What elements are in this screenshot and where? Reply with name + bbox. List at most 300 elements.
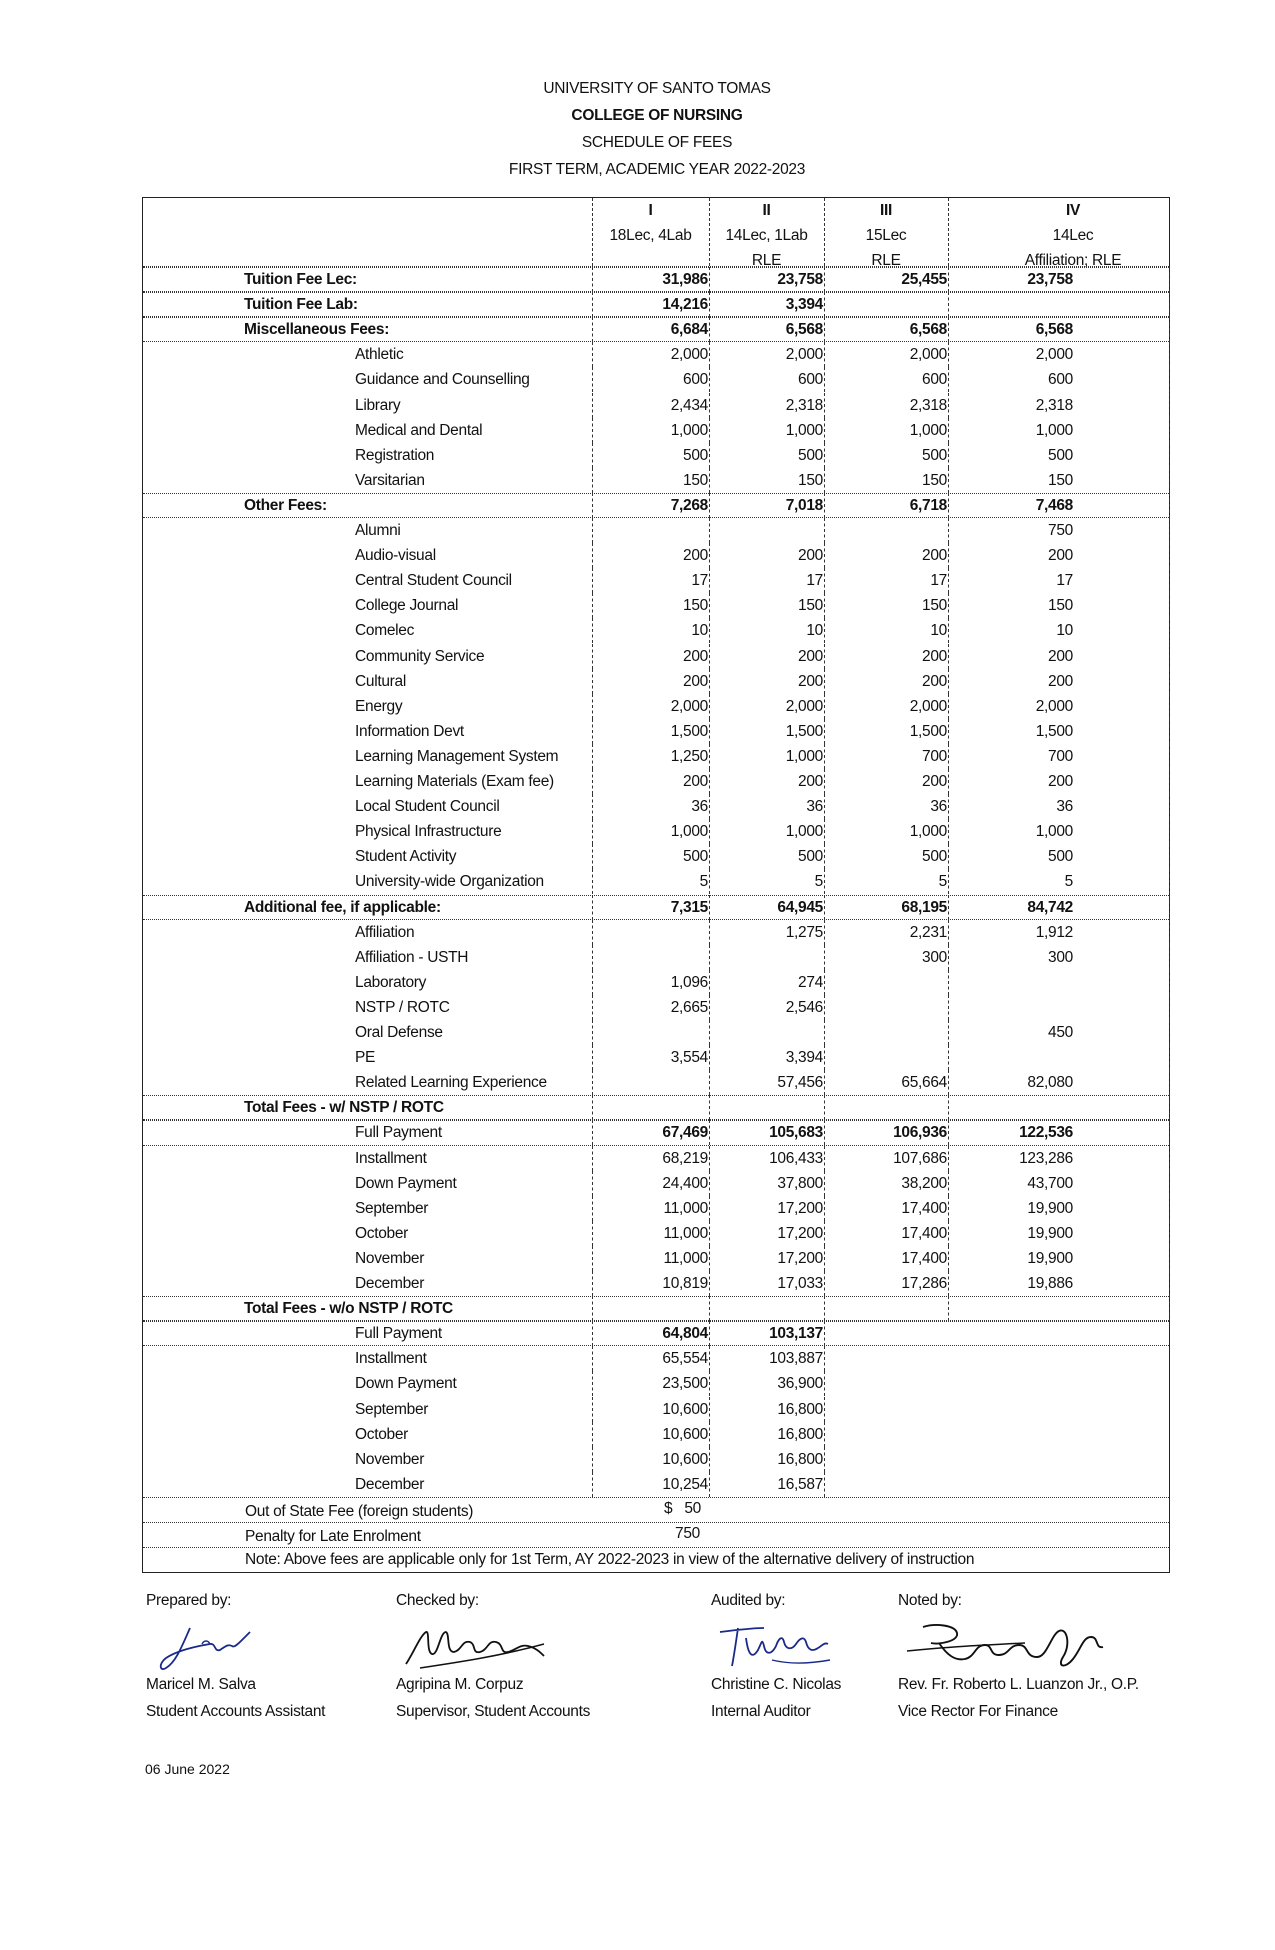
- cell-divider: [824, 995, 825, 1020]
- cell-divider: [824, 869, 825, 894]
- cell-divider: [709, 644, 710, 669]
- value-cell: 2,000: [909, 697, 947, 715]
- value-cell: 37,800: [777, 1174, 823, 1192]
- value-cell: 2,000: [670, 697, 708, 715]
- cell-divider: [824, 568, 825, 593]
- table-row: [143, 493, 1169, 518]
- value-cell: 11,000: [663, 1249, 708, 1267]
- table-row: [143, 593, 1169, 618]
- row-label: September: [355, 1400, 429, 1418]
- cell-divider: [592, 1120, 593, 1145]
- cell-divider: [1169, 618, 1170, 643]
- cell-divider: [948, 393, 949, 418]
- value-cell: 17: [930, 572, 947, 590]
- value-cell: 2,665: [670, 998, 708, 1016]
- cell-divider: [948, 593, 949, 618]
- value-cell: 17,400: [901, 1249, 947, 1267]
- table-row: [143, 342, 1169, 367]
- cell-divider: [948, 794, 949, 819]
- table-row: [143, 719, 1169, 744]
- value-cell: 17,200: [777, 1224, 823, 1242]
- cell-divider: [824, 1221, 825, 1246]
- cell-divider: [824, 1120, 825, 1145]
- value-cell: 200: [798, 773, 823, 790]
- value-cell: 67,469: [662, 1124, 708, 1142]
- cell-divider: [709, 593, 710, 618]
- value-cell: 5: [938, 873, 947, 891]
- section-label: Additional fee, if applicable:: [244, 898, 441, 916]
- signature-salva-icon: [158, 1622, 254, 1674]
- cell-divider: [948, 618, 949, 643]
- cell-divider: [592, 1246, 593, 1271]
- value-cell: 200: [683, 672, 708, 690]
- value-cell: 7,468: [1035, 496, 1073, 514]
- cell-divider: [592, 644, 593, 669]
- cell-divider: [592, 1196, 593, 1221]
- table-row: [143, 518, 1169, 543]
- cell-divider: [948, 518, 949, 543]
- value-cell: 23,758: [1027, 271, 1073, 288]
- value-cell: 2,000: [785, 346, 823, 364]
- value-cell: 24,400: [662, 1174, 708, 1192]
- cell-divider: [592, 769, 593, 794]
- value-cell: 200: [1048, 647, 1073, 665]
- table-row: [143, 1146, 1169, 1171]
- value-cell: 10: [806, 622, 823, 640]
- cell-divider: [824, 794, 825, 819]
- value-cell: 11,000: [663, 1224, 708, 1242]
- table-row: [143, 393, 1169, 418]
- value-cell: 31,986: [662, 271, 708, 288]
- value-cell: 200: [683, 547, 708, 565]
- university-name: UNIVERSITY OF SANTO TOMAS: [543, 80, 771, 97]
- college-name: COLLEGE OF NURSING: [571, 107, 743, 124]
- cell-divider: [592, 970, 593, 995]
- table-row: [143, 920, 1169, 945]
- table-row: [143, 970, 1169, 995]
- value-cell: 16,800: [777, 1450, 823, 1468]
- value-cell: 19,900: [1027, 1224, 1073, 1242]
- value-cell: 500: [1048, 848, 1073, 866]
- value-cell: 2,000: [670, 346, 708, 364]
- checked-by-title: Supervisor, Student Accounts: [396, 1703, 591, 1720]
- value-cell: 2,318: [909, 396, 947, 414]
- section-label: Tuition Fee Lec:: [244, 271, 357, 288]
- cell-divider: [592, 1321, 593, 1346]
- cell-divider: [709, 744, 710, 769]
- col-header-note: RLE: [871, 252, 901, 269]
- row-label: Local Student Council: [355, 798, 500, 816]
- document-date: 06 June 2022: [145, 1761, 230, 1777]
- cell-divider: [824, 468, 825, 493]
- value-cell: 150: [798, 471, 823, 489]
- row-label: Learning Materials (Exam fee): [355, 773, 554, 790]
- value-cell: 43,700: [1027, 1174, 1073, 1192]
- cell-divider: [709, 1020, 710, 1045]
- cell-divider: [592, 493, 593, 518]
- cell-divider: [948, 267, 949, 292]
- noted-by-name: Rev. Fr. Roberto L. Luanzon Jr., O.P.: [898, 1676, 1139, 1693]
- cell-divider: [709, 1321, 710, 1346]
- cell-divider: [948, 920, 949, 945]
- cell-divider: [948, 769, 949, 794]
- table-row: [143, 1120, 1169, 1145]
- cell-divider: [1169, 945, 1170, 970]
- cell-divider: [592, 1296, 593, 1321]
- cell-divider: [948, 418, 949, 443]
- cell-divider: [592, 995, 593, 1020]
- value-cell: 200: [798, 647, 823, 665]
- row-label: Information Devt: [355, 722, 464, 740]
- cell-divider: [592, 669, 593, 694]
- cell-divider: [592, 1447, 593, 1472]
- cell-divider: [824, 1472, 825, 1497]
- table-row: [143, 1045, 1169, 1070]
- value-cell: 19,900: [1027, 1199, 1073, 1217]
- value-cell: 150: [683, 597, 708, 615]
- cell-divider: [592, 1146, 593, 1171]
- cell-divider: [709, 518, 710, 543]
- col-header-units: 15Lec: [865, 227, 907, 244]
- cell-divider: [948, 744, 949, 769]
- value-cell: 150: [922, 471, 947, 489]
- cell-divider: [824, 1397, 825, 1422]
- cell-divider: [709, 694, 710, 719]
- cell-divider: [824, 443, 825, 468]
- table-row: [143, 1371, 1169, 1396]
- row-label: Registration: [355, 446, 435, 464]
- value-cell: 10,600: [662, 1400, 708, 1418]
- table-row: [143, 694, 1169, 719]
- row-label: Audio-visual: [355, 547, 436, 565]
- value-cell: 600: [922, 371, 947, 389]
- value-cell: 10,819: [662, 1275, 708, 1292]
- value-cell: 2,000: [1035, 346, 1073, 364]
- row-divider: [143, 1321, 1169, 1322]
- value-cell: 23,500: [662, 1375, 708, 1393]
- cell-divider: [948, 1146, 949, 1171]
- value-cell: 700: [922, 747, 947, 765]
- value-cell: 1,000: [785, 823, 823, 841]
- cell-divider: [1169, 1246, 1170, 1271]
- cell-divider: [948, 644, 949, 669]
- table-row: [143, 794, 1169, 819]
- row-label: Comelec: [355, 622, 415, 640]
- cell-divider: [948, 895, 949, 920]
- value-cell: 17,286: [901, 1275, 947, 1292]
- cell-divider: [824, 1095, 825, 1120]
- cell-divider: [709, 945, 710, 970]
- cell-divider: [1169, 869, 1170, 894]
- value-cell: 5: [699, 873, 708, 891]
- cell-divider: [824, 669, 825, 694]
- cell-divider: [709, 669, 710, 694]
- cell-divider: [948, 719, 949, 744]
- value-cell: 2,231: [909, 923, 947, 941]
- table-row: [143, 1422, 1169, 1447]
- col-header-note: Affiliation; RLE: [1024, 252, 1122, 269]
- prepared-by-name: Maricel M. Salva: [146, 1676, 256, 1693]
- row-label: Student Activity: [355, 848, 457, 866]
- cell-divider: [592, 342, 593, 367]
- cell-divider: [824, 970, 825, 995]
- cell-divider: [948, 970, 949, 995]
- cell-divider: [824, 618, 825, 643]
- cell-divider: [824, 1296, 825, 1321]
- cell-divider: [1169, 844, 1170, 869]
- table-row: [143, 543, 1169, 568]
- value-cell: 500: [683, 446, 708, 464]
- cell-divider: [948, 669, 949, 694]
- table-row: [143, 443, 1169, 468]
- value-cell: 17: [806, 572, 823, 590]
- cell-divider: [1169, 794, 1170, 819]
- cell-divider: [824, 945, 825, 970]
- cell-divider: [709, 568, 710, 593]
- col-header-note: RLE: [751, 252, 782, 269]
- prepared-by-title: Student Accounts Assistant: [146, 1703, 326, 1720]
- cell-divider: [824, 644, 825, 669]
- value-cell: 2,000: [785, 697, 823, 715]
- value-cell: 200: [922, 672, 947, 690]
- cell-divider: [709, 1472, 710, 1497]
- row-label: September: [355, 1199, 429, 1217]
- cell-divider: [824, 493, 825, 518]
- cell-divider: [1169, 1070, 1170, 1095]
- audited-by-name: Christine C. Nicolas: [711, 1676, 842, 1693]
- value-cell: 17,033: [777, 1275, 823, 1292]
- value-cell: 68,195: [901, 898, 947, 916]
- row-label: November: [355, 1450, 425, 1468]
- value-cell: 38,200: [901, 1174, 947, 1192]
- value-cell: 65,664: [901, 1074, 947, 1092]
- table-row: [143, 769, 1169, 794]
- value-cell: 150: [683, 471, 708, 489]
- row-label: Community Service: [355, 647, 485, 665]
- row-label: Cultural: [355, 672, 407, 690]
- value-cell: 5: [1064, 873, 1073, 891]
- value-cell: 3,394: [785, 1049, 823, 1067]
- column-divider: [592, 198, 593, 266]
- cell-divider: [1169, 267, 1170, 292]
- value-cell: 200: [1048, 773, 1073, 790]
- cell-divider: [1169, 292, 1170, 317]
- cell-divider: [948, 317, 949, 342]
- cell-divider: [709, 819, 710, 844]
- table-row: [143, 292, 1169, 317]
- row-label: Laboratory: [355, 973, 427, 991]
- cell-divider: [592, 393, 593, 418]
- value-cell: 200: [798, 672, 823, 690]
- cell-divider: [824, 267, 825, 292]
- value-cell: 10: [691, 622, 708, 640]
- cell-divider: [948, 367, 949, 392]
- cell-divider: [709, 1146, 710, 1171]
- row-label: Installment: [355, 1149, 427, 1167]
- cell-divider: [824, 694, 825, 719]
- table-row: [143, 744, 1169, 769]
- value-cell: 1,500: [909, 722, 947, 740]
- value-cell: 2,000: [1035, 697, 1073, 715]
- cell-divider: [592, 468, 593, 493]
- cell-divider: [948, 1020, 949, 1045]
- cell-divider: [592, 869, 593, 894]
- signature-luanzon-icon: [905, 1615, 1115, 1675]
- signature-nicolas-icon: [712, 1620, 832, 1678]
- cell-divider: [592, 543, 593, 568]
- value-cell: 25,455: [901, 271, 947, 288]
- cell-divider: [1169, 593, 1170, 618]
- cell-divider: [1169, 1020, 1170, 1045]
- cell-divider: [709, 719, 710, 744]
- cell-divider: [1169, 518, 1170, 543]
- value-cell: 16,800: [777, 1400, 823, 1418]
- term-title: FIRST TERM, ACADEMIC YEAR 2022-2023: [508, 161, 806, 178]
- cell-divider: [709, 895, 710, 920]
- cell-divider: [824, 1045, 825, 1070]
- col-header-year: IV: [1065, 202, 1081, 219]
- cell-divider: [1169, 644, 1170, 669]
- value-cell: 68,219: [662, 1149, 708, 1167]
- cell-divider: [709, 1271, 710, 1296]
- cell-divider: [709, 1070, 710, 1095]
- cell-divider: [948, 1070, 949, 1095]
- value-cell: 150: [798, 597, 823, 615]
- col-header-year: I: [648, 202, 653, 219]
- cell-divider: [709, 995, 710, 1020]
- cell-divider: [824, 1196, 825, 1221]
- cell-divider: [824, 593, 825, 618]
- value-cell: 200: [922, 547, 947, 565]
- cell-divider: [948, 1196, 949, 1221]
- row-label: Library: [355, 396, 401, 414]
- footer-divider: [143, 1547, 1169, 1548]
- fee-schedule-table: [142, 197, 1170, 1573]
- value-cell: 105,683: [769, 1124, 823, 1142]
- cell-divider: [1169, 1221, 1170, 1246]
- value-cell: 82,080: [1027, 1074, 1073, 1092]
- cell-divider: [709, 443, 710, 468]
- row-label: October: [355, 1224, 409, 1242]
- cell-divider: [1169, 1120, 1170, 1145]
- row-label: Central Student Council: [355, 572, 512, 590]
- footer-divider: [143, 1497, 1169, 1498]
- cell-divider: [709, 1196, 710, 1221]
- footer-out-of-state-label: Out of State Fee (foreign students): [245, 1503, 474, 1520]
- cell-divider: [592, 945, 593, 970]
- value-cell: 16,800: [777, 1425, 823, 1443]
- value-cell: 17,200: [777, 1199, 823, 1217]
- cell-divider: [824, 895, 825, 920]
- value-cell: 17: [1056, 572, 1073, 590]
- cell-divider: [709, 844, 710, 869]
- footer-note: Note: Above fees are applicable only for 1st Term, AY 2022-2023 in view of the alternative delivery of instruction: [245, 1551, 975, 1568]
- cell-divider: [824, 518, 825, 543]
- section-label: Other Fees:: [244, 496, 327, 514]
- cell-divider: [1169, 920, 1170, 945]
- value-cell: 11,000: [663, 1199, 708, 1217]
- row-divider: [143, 317, 1169, 318]
- row-label: Varsitarian: [355, 471, 425, 489]
- cell-divider: [948, 568, 949, 593]
- cell-divider: [824, 1171, 825, 1196]
- value-cell: 2,318: [1035, 396, 1073, 414]
- table-row: [143, 1271, 1169, 1296]
- cell-divider: [709, 468, 710, 493]
- value-cell: 10: [1056, 622, 1073, 640]
- value-cell: 700: [1048, 747, 1073, 765]
- value-cell: 19,900: [1027, 1249, 1073, 1267]
- noted-by-label: Noted by:: [898, 1592, 962, 1609]
- table-row: [143, 1095, 1169, 1120]
- table-row: [143, 819, 1169, 844]
- cell-divider: [709, 418, 710, 443]
- table-row: [143, 1171, 1169, 1196]
- row-label: NSTP / ROTC: [355, 998, 450, 1016]
- row-label: Full Payment: [355, 1124, 442, 1142]
- cell-divider: [948, 995, 949, 1020]
- footer-out-of-state-value: $ 50: [664, 1500, 701, 1517]
- row-label: Energy: [355, 697, 403, 715]
- cell-divider: [948, 869, 949, 894]
- value-cell: 200: [683, 647, 708, 665]
- col-header-units: 14Lec, 1Lab: [725, 227, 808, 244]
- cell-divider: [592, 794, 593, 819]
- cell-divider: [824, 1346, 825, 1371]
- cell-divider: [1169, 1196, 1170, 1221]
- audited-by-label: Audited by:: [711, 1592, 786, 1609]
- section-label: Miscellaneous Fees:: [244, 321, 390, 339]
- cell-divider: [709, 292, 710, 317]
- cell-divider: [948, 1171, 949, 1196]
- cell-divider: [709, 970, 710, 995]
- row-label: December: [355, 1475, 425, 1493]
- table-row: [143, 1221, 1169, 1246]
- value-cell: 500: [922, 848, 947, 866]
- cell-divider: [592, 1221, 593, 1246]
- cell-divider: [709, 317, 710, 342]
- value-cell: 500: [922, 446, 947, 464]
- section-label: Total Fees - w/o NSTP / ROTC: [244, 1300, 453, 1318]
- value-cell: 1,912: [1035, 923, 1073, 941]
- value-cell: 1,000: [1035, 421, 1073, 439]
- value-cell: 106,936: [893, 1124, 947, 1142]
- cell-divider: [824, 292, 825, 317]
- cell-divider: [948, 468, 949, 493]
- row-label: November: [355, 1249, 425, 1267]
- value-cell: 450: [1048, 1024, 1073, 1041]
- cell-divider: [1169, 1095, 1170, 1120]
- cell-divider: [709, 367, 710, 392]
- row-label: PE: [355, 1049, 376, 1067]
- document-title: SCHEDULE OF FEES: [581, 134, 733, 151]
- value-cell: 10: [930, 622, 947, 640]
- table-row: [143, 1020, 1169, 1045]
- checked-by-label: Checked by:: [396, 1592, 479, 1609]
- value-cell: 23,758: [777, 271, 823, 288]
- cell-divider: [824, 744, 825, 769]
- table-row: [143, 1321, 1169, 1346]
- table-row: [143, 1447, 1169, 1472]
- cell-divider: [1169, 1296, 1170, 1321]
- value-cell: 500: [798, 848, 823, 866]
- cell-divider: [824, 1422, 825, 1447]
- cell-divider: [709, 1296, 710, 1321]
- row-label: Guidance and Counselling: [355, 371, 530, 389]
- cell-divider: [1169, 995, 1170, 1020]
- table-row: [143, 267, 1169, 292]
- row-label: Related Learning Experience: [355, 1074, 547, 1092]
